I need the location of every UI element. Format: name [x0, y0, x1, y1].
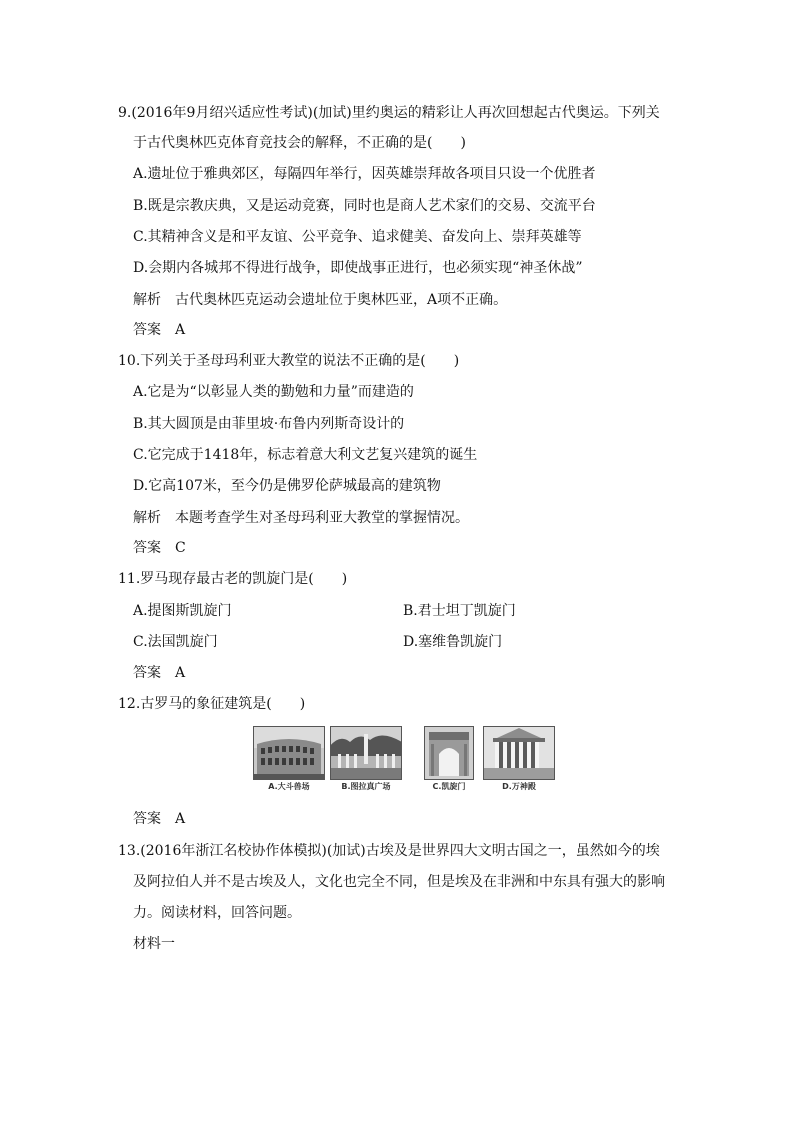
q9-answer: 答案 A — [133, 322, 186, 338]
q13-stem-line2: 及阿拉伯人并不是古埃及人，文化也完全不同，但是埃及在非洲和中东具有强大的影响 — [133, 874, 665, 890]
q11-option-c: C.法国凯旋门 — [133, 634, 218, 650]
q12-figure-a — [253, 726, 325, 794]
q12-stem: 12.古罗马的象征建筑是( ) — [118, 696, 306, 712]
triumphal-arch-photo-icon — [424, 726, 474, 780]
q12-caption-b: B.图拉真广场 — [341, 782, 391, 791]
q12-figure-b — [330, 726, 402, 794]
q9-analysis: 解析 古代奥林匹克运动会遗址位于奥林匹亚，A项不正确。 — [133, 292, 508, 308]
q12-caption-a: A.大斗兽场 — [268, 782, 310, 791]
q10-stem: 10.下列关于圣母玛利亚大教堂的说法不正确的是( ) — [118, 353, 460, 369]
pantheon-photo-icon — [483, 726, 555, 780]
q10-option-a: A.它是为“以彰显人类的勤勉和力量”而建造的 — [133, 384, 414, 400]
q9-option-b: B.既是宗教庆典，又是运动竞赛，同时也是商人艺术家们的交易、交流平台 — [133, 198, 596, 214]
q12-answer: 答案 A — [133, 811, 186, 827]
q10-option-b: B.其大圆顶是由菲里坡·布鲁内列斯奇设计的 — [133, 416, 405, 432]
q9-stem-line1: 9.(2016年9月绍兴适应性考试)(加试)里约奥运的精彩让人再次回想起古代奥运。下列关 — [118, 105, 660, 121]
q11-option-a: A.提图斯凯旋门 — [133, 603, 232, 619]
q13-stem-line3: 力。阅读材料，回答问题。 — [133, 905, 301, 921]
q12-figure-c — [424, 726, 474, 794]
q9-option-d: D.会期内各城邦不得进行战争，即使战事正进行，也必须实现“神圣休战” — [133, 260, 583, 276]
q11-option-d: D.塞维鲁凯旋门 — [403, 634, 503, 650]
q10-answer: 答案 C — [133, 540, 186, 556]
q10-analysis: 解析 本题考查学生对圣母玛利亚大教堂的掌握情况。 — [133, 510, 469, 526]
q9-stem-line2: 于古代奥林匹克体育竞技会的解释，不正确的是( ) — [133, 135, 466, 151]
q10-option-d: D.它高107米，至今仍是佛罗伦萨城最高的建筑物 — [133, 478, 441, 494]
q11-option-b: B.君士坦丁凯旋门 — [403, 603, 516, 619]
colosseum-photo-icon — [253, 726, 325, 780]
q12-figure-d — [483, 726, 555, 794]
q9-option-c: C.其精神含义是和平友谊、公平竞争、追求健美、奋发向上、崇拜英雄等 — [133, 229, 582, 245]
q13-material-label: 材料一 — [133, 936, 175, 952]
q12-caption-d: D.万神殿 — [502, 782, 536, 791]
q9-option-a: A.遗址位于雅典郊区，每隔四年举行，因英雄崇拜故各项目只设一个优胜者 — [133, 166, 596, 182]
q13-stem-line1: 13.(2016年浙江名校协作体模拟)(加试)古埃及是世界四大文明古国之一，虽然如今的埃 — [118, 843, 660, 859]
q10-option-c: C.它完成于1418年，标志着意大利文艺复兴建筑的诞生 — [133, 447, 478, 463]
q12-caption-c: C.凯旋门 — [432, 782, 466, 791]
trajan-forum-photo-icon — [330, 726, 402, 780]
q11-answer: 答案 A — [133, 665, 186, 681]
q12-image-row — [253, 726, 557, 800]
q11-stem: 11.罗马现存最古老的凯旋门是( ) — [118, 571, 348, 587]
